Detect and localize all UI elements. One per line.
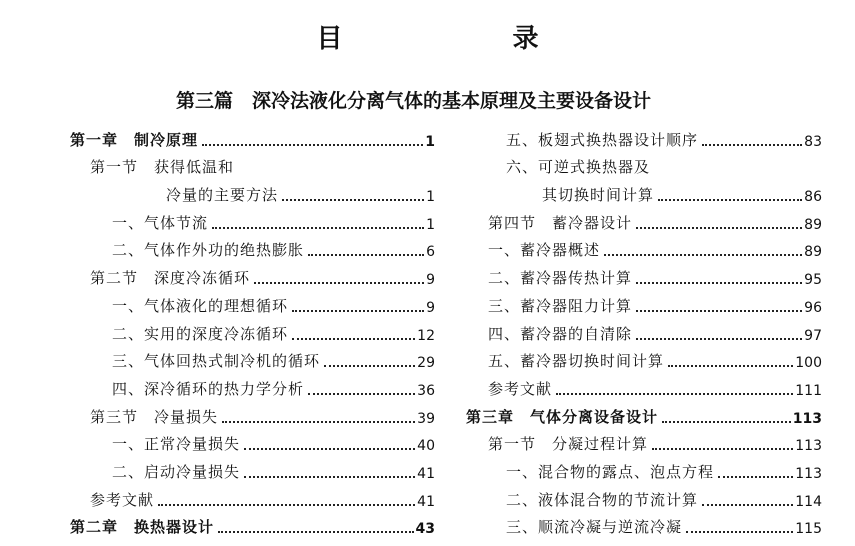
toc-entry-label: 第一节 获得低温和 xyxy=(90,158,235,177)
toc-entry-label: 二、实用的深度冷冻循环 xyxy=(112,324,289,343)
dot-leader xyxy=(218,531,414,533)
dot-leader xyxy=(702,504,793,506)
toc-entry[interactable] xyxy=(466,205,822,233)
toc-entry[interactable] xyxy=(466,482,822,510)
toc-entry-page: 113 xyxy=(795,465,822,482)
toc-entry[interactable] xyxy=(466,177,822,205)
dot-leader xyxy=(636,338,802,340)
toc-entry-label: 一、气体液化的理想循环 xyxy=(112,296,289,315)
part-title: 第三篇 深冷法液化分离气体的基本原理及主要设备设计 xyxy=(176,90,652,112)
dot-leader xyxy=(658,199,802,201)
dot-leader xyxy=(636,227,802,229)
toc-entry-label: 一、混合物的露点、泡点方程 xyxy=(506,462,715,481)
toc-entry[interactable] xyxy=(466,371,822,399)
toc-entry-label: 二、液体混合物的节流计算 xyxy=(506,490,699,509)
toc-entry-label: 六、可逆式换热器及 xyxy=(506,158,651,177)
toc-entry[interactable] xyxy=(70,122,435,150)
dot-leader xyxy=(308,393,415,395)
toc-entry[interactable] xyxy=(70,344,435,372)
dot-leader xyxy=(636,282,802,284)
toc-entry-label: 第二节 深度冷冻循环 xyxy=(90,269,251,288)
toc-entry-label: 冷量的主要方法 xyxy=(166,186,279,205)
dot-leader xyxy=(556,393,793,395)
dot-leader xyxy=(718,476,793,478)
toc-entry[interactable] xyxy=(466,288,822,316)
toc-entry-page: 41 xyxy=(417,465,435,482)
toc-entry-label: 五、板翅式换热器设计顺序 xyxy=(506,130,699,149)
toc-entry-page: 95 xyxy=(804,272,822,289)
toc-entry-page: 115 xyxy=(795,521,822,538)
toc-entry[interactable] xyxy=(466,454,822,482)
toc-entry-page: 43 xyxy=(415,521,435,538)
toc-entry-page: 96 xyxy=(804,299,822,316)
dot-leader xyxy=(282,199,424,201)
toc-entry[interactable] xyxy=(466,150,822,178)
dot-leader xyxy=(244,476,415,478)
toc-entry[interactable] xyxy=(70,233,435,261)
toc-entry-label: 参考文献 xyxy=(90,490,155,509)
toc-entry[interactable] xyxy=(70,482,435,510)
toc-entry[interactable] xyxy=(466,260,822,288)
toc-entry-label: 第四节 蓄冷器设计 xyxy=(488,213,633,232)
toc-entry[interactable] xyxy=(466,399,822,427)
toc-entry-label: 三、蓄冷器阻力计算 xyxy=(488,296,633,315)
toc-entry[interactable] xyxy=(70,316,435,344)
toc-entry-label: 其切换时间计算 xyxy=(542,186,655,205)
dot-leader xyxy=(702,144,802,146)
toc-entry[interactable] xyxy=(466,344,822,372)
toc-entry[interactable] xyxy=(466,122,822,150)
page-title: 目 录 xyxy=(316,24,611,54)
dot-leader xyxy=(652,448,793,450)
toc-entry[interactable] xyxy=(70,454,435,482)
toc-entry-page: 40 xyxy=(417,438,435,455)
dot-leader xyxy=(254,282,424,284)
toc-entry-page: 12 xyxy=(417,327,435,344)
toc-entry-label: 第二章 换热器设计 xyxy=(70,518,215,537)
toc-entry-label: 三、气体回热式制冷机的循环 xyxy=(112,352,321,371)
toc-entry[interactable] xyxy=(70,150,435,178)
toc-entry-label: 第三节 冷量损失 xyxy=(90,407,219,426)
toc-entry-label: 四、深冷循环的热力学分析 xyxy=(112,379,305,398)
toc-entry[interactable] xyxy=(70,510,435,538)
dot-leader xyxy=(202,144,423,146)
toc-entry-page: 1 xyxy=(426,216,435,233)
toc-entry-page: 9 xyxy=(426,272,435,289)
toc-left-column xyxy=(70,122,435,537)
dot-leader xyxy=(668,365,793,367)
toc-entry-label: 一、蓄冷器概述 xyxy=(488,241,601,260)
toc-entry[interactable] xyxy=(70,399,435,427)
toc-entry[interactable] xyxy=(466,510,822,538)
toc-entry[interactable] xyxy=(70,288,435,316)
toc-entry-page: 89 xyxy=(804,244,822,261)
toc-entry[interactable] xyxy=(70,260,435,288)
toc-entry-page: 113 xyxy=(792,410,822,427)
toc-entry-page: 100 xyxy=(795,355,822,372)
toc-entry-page: 89 xyxy=(804,216,822,233)
toc-entry-page: 1 xyxy=(426,189,435,206)
toc-entry-page: 113 xyxy=(795,438,822,455)
dot-leader xyxy=(308,254,424,256)
toc-entry-page: 39 xyxy=(417,410,435,427)
toc-entry-label: 参考文献 xyxy=(488,379,553,398)
toc-entry-label: 二、启动冷量损失 xyxy=(112,462,241,481)
toc-entry-label: 第三章 气体分离设备设计 xyxy=(466,407,659,426)
toc-entry-page: 29 xyxy=(417,355,435,372)
toc-entry-label: 三、顺流冷凝与逆流冷凝 xyxy=(506,518,683,537)
toc-entry-label: 一、正常冷量损失 xyxy=(112,435,241,454)
toc-entry-label: 二、气体作外功的绝热膨胀 xyxy=(112,241,305,260)
dot-leader xyxy=(324,365,415,367)
toc-entry-page: 9 xyxy=(426,299,435,316)
toc-entry-page: 111 xyxy=(795,382,822,399)
dot-leader xyxy=(686,531,793,533)
toc-entry-page: 97 xyxy=(804,327,822,344)
dot-leader xyxy=(244,448,415,450)
toc-entry-page: 1 xyxy=(425,133,435,150)
toc-entry-page: 6 xyxy=(426,244,435,261)
dot-leader xyxy=(212,227,424,229)
dot-leader xyxy=(158,504,415,506)
dot-leader xyxy=(604,254,802,256)
toc-entry[interactable] xyxy=(70,205,435,233)
toc-entry[interactable] xyxy=(466,316,822,344)
dot-leader xyxy=(636,310,802,312)
toc-entry-page: 83 xyxy=(804,133,822,150)
toc-entry-page: 114 xyxy=(795,493,822,510)
toc-entry-label: 五、蓄冷器切换时间计算 xyxy=(488,352,665,371)
toc-entry[interactable] xyxy=(70,371,435,399)
toc-entry[interactable] xyxy=(70,427,435,455)
dot-leader xyxy=(662,421,791,423)
toc-entry-label: 二、蓄冷器传热计算 xyxy=(488,269,633,288)
toc-entry-page: 41 xyxy=(417,493,435,510)
toc-entry[interactable] xyxy=(466,233,822,261)
toc-entry-label: 一、气体节流 xyxy=(112,213,209,232)
dot-leader xyxy=(292,338,415,340)
toc-entry-page: 36 xyxy=(417,382,435,399)
toc-right-column xyxy=(466,122,822,537)
dot-leader xyxy=(222,421,415,423)
toc-entry[interactable] xyxy=(70,177,435,205)
toc-entry[interactable] xyxy=(466,427,822,455)
dot-leader xyxy=(292,310,424,312)
toc-entry-page: 86 xyxy=(804,189,822,206)
toc-entry-label: 第一节 分凝过程计算 xyxy=(488,435,649,454)
toc-entry-label: 第一章 制冷原理 xyxy=(70,130,199,149)
toc-entry-label: 四、蓄冷器的自清除 xyxy=(488,324,633,343)
